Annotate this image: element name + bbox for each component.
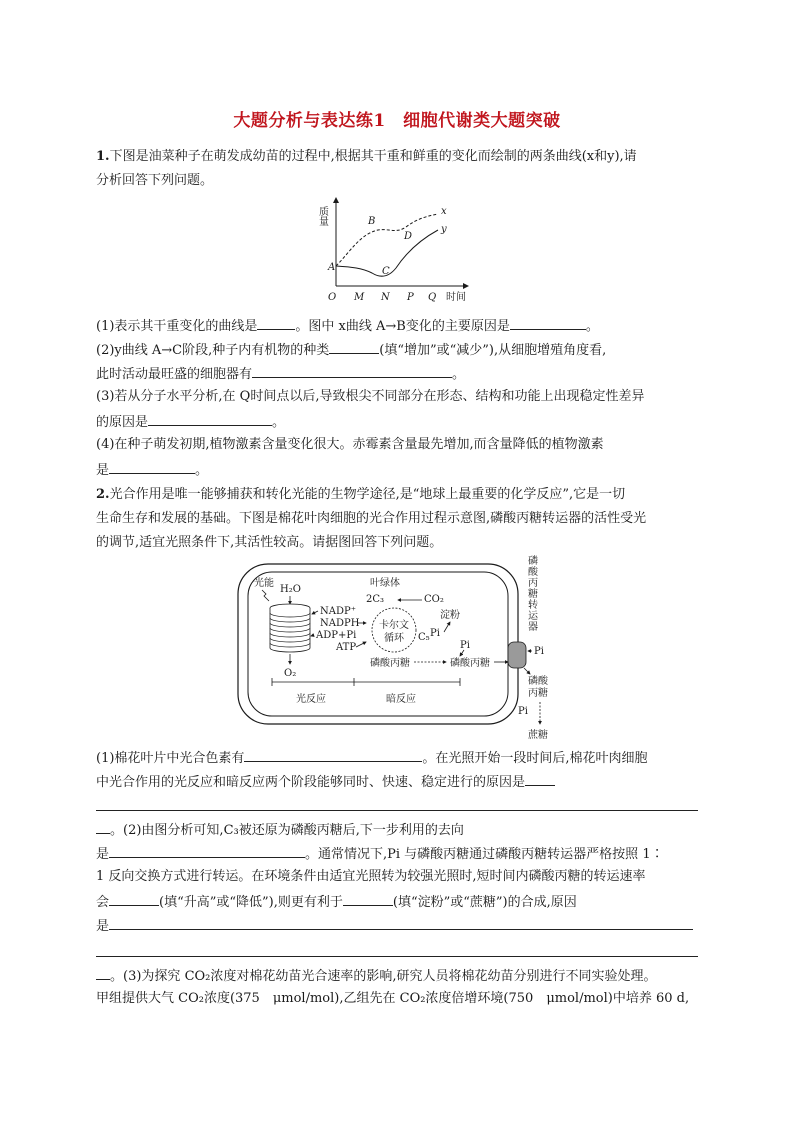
answer-rule[interactable] — [96, 810, 698, 811]
q2-intro-line-2: 生命生存和发展的基础。下图是棉花叶肉细胞的光合作用过程示意图,磷酸丙糖转运器的活性受光 — [96, 511, 647, 526]
answer-blank[interactable] — [343, 892, 393, 906]
outside-triose-label-2: 丙糖 — [528, 688, 548, 699]
adp-label: ADP+Pi — [316, 630, 357, 641]
tick-n: N — [381, 292, 390, 303]
co2-label: CO₂ — [424, 594, 444, 605]
calvin-label-2: 循环 — [384, 633, 404, 644]
q1-intro-line-2: 分析回答下列问题。 — [96, 173, 214, 188]
svg-text:运: 运 — [528, 611, 538, 622]
answer-blank[interactable] — [252, 364, 452, 378]
answer-blank[interactable] — [109, 916, 693, 930]
y-axis-label: 质量 — [316, 206, 328, 226]
q2-part1-cont: 中光合作用的光反应和暗反应两个阶段能够同时、快速、稳定进行的原因是 — [96, 772, 696, 792]
tick-q: Q — [428, 292, 437, 303]
triose-phosphate-label-1: 磷酸丙糖 — [370, 658, 410, 669]
answer-blank[interactable] — [96, 966, 110, 980]
q1-part1: (1)表示其干重变化的曲线是 。图中 x曲线 A→B变化的主要原因是 。 — [96, 316, 696, 336]
page-title: 大题分析与表达练1 细胞代谢类大题突破 — [233, 111, 561, 131]
point-c: C — [382, 266, 390, 277]
q2-part3-line2: 甲组提供大气 CO₂浓度(375 μmol/mol),乙组先在 CO₂浓度倍增环境(750 μmol/mol)中培养 60 d, — [96, 991, 690, 1006]
answer-blank[interactable] — [109, 460, 195, 474]
q1-part4: (4)在种子萌发初期,植物激素含量变化很大。赤霉素含量最先增加,而含量降低的植物激素 — [96, 437, 604, 452]
svg-text:器: 器 — [528, 622, 538, 633]
q2-part2: 。(2)由图分析可知,C₃被还原为磷酸丙糖后,下一步利用的去向 — [96, 820, 696, 840]
tick-m: M — [354, 292, 365, 303]
q1-number: 1. — [96, 149, 110, 164]
answer-blank[interactable] — [148, 412, 272, 426]
triose-phosphate-label-2: 磷酸丙糖 — [450, 658, 490, 669]
answer-blank[interactable] — [510, 316, 586, 330]
answer-blank[interactable] — [244, 748, 422, 762]
tick-p: P — [407, 292, 414, 303]
curve-y-label: y — [441, 224, 447, 235]
q2-intro-line-3: 的调节,适宜光照条件下,其活性较高。请据图回答下列问题。 — [96, 535, 443, 550]
light-zigzag-icon — [262, 590, 269, 601]
svg-text:转: 转 — [528, 600, 538, 611]
point-a: A — [328, 262, 336, 273]
q1-part4-cont: 是 。 — [96, 460, 696, 480]
q1-part3-cont: 的原因是 。 — [96, 412, 696, 432]
q2-part2-line4: 会 (填“升高”或“降低”),则更有利于 (填“淀粉”或“蔗糖”)的合成,原因 — [96, 892, 696, 912]
dark-reaction-label: 暗反应 — [386, 694, 416, 705]
svg-text:糖: 糖 — [528, 589, 538, 600]
q2-intro-line-1: 2.光合作用是唯一能够捕获和转化光能的生物学途径,是“地球上最重要的化学反应”,它是一切 — [96, 487, 626, 502]
q1-part2-cont: 此时活动最旺盛的细胞器有 。 — [96, 364, 696, 384]
chloroplast-label: 叶绿体 — [370, 578, 400, 589]
light-energy-label: 光能 — [254, 578, 274, 589]
pi-label-3: Pi — [534, 646, 544, 657]
answer-blank[interactable] — [109, 844, 305, 858]
transporter-icon — [508, 642, 526, 668]
pi-label-1: Pi — [430, 628, 440, 639]
q1-intro-text-1: 下图是油菜种子在萌发成幼苗的过程中,根据其干重和鲜重的变化而绘制的两条曲线(x和y),请 — [109, 149, 637, 164]
q1-intro-line-1 — [96, 148, 696, 166]
c3-label: 2C₃ — [366, 594, 385, 605]
nadp-label: NADP⁺ — [320, 606, 356, 617]
sucrose-label: 蔗糖 — [528, 730, 548, 741]
outside-triose-label-1: 磷酸 — [528, 676, 548, 687]
point-d: D — [404, 231, 413, 242]
water-label: H₂O — [280, 584, 301, 595]
q1-mass-time-graph — [318, 194, 478, 306]
photosynthesis-diagram — [234, 556, 560, 742]
answer-blank[interactable] — [109, 892, 159, 906]
light-reaction-label: 光反应 — [296, 694, 326, 705]
q2-number: 2. — [96, 487, 110, 502]
answer-blank[interactable] — [257, 316, 295, 330]
atp-label: ATP — [336, 642, 357, 653]
q2-part2-line2: 是 。通常情况下,Pi 与磷酸丙糖通过磷酸丙糖转运器严格按照 1∶ — [96, 844, 696, 864]
q1-part3: (3)若从分子水平分析,在 Q时间点以后,导致根尖不同部分在形态、结构和功能上出现稳定性差异 — [96, 389, 645, 404]
svg-text:酸: 酸 — [528, 567, 538, 578]
origin-label: O — [328, 292, 337, 303]
q2-part1: (1)棉花叶片中光合色素有 。在光照开始一段时间后,棉花叶肉细胞 — [96, 748, 696, 768]
q1-part2: (2)y曲线 A→C阶段,种子内有机物的种类 (填“增加”或“减少”),从细胞增殖角度看, — [96, 340, 696, 360]
answer-blank[interactable] — [96, 820, 110, 834]
starch-label: 淀粉 — [440, 610, 460, 621]
svg-text:磷: 磷 — [528, 556, 538, 567]
svg-text:丙: 丙 — [528, 578, 538, 589]
answer-blank[interactable] — [329, 340, 379, 354]
transporter-label — [528, 554, 539, 633]
q2-part2-line3: 1 反向交换方式进行转运。在环境条件由适宜光照转为较强光照时,短时间内磷酸丙糖的转运速率 — [96, 869, 646, 884]
pi-label-4: Pi — [518, 706, 528, 717]
answer-rule[interactable] — [96, 956, 698, 957]
point-b: B — [368, 216, 376, 227]
nadph-label: NADPH — [320, 618, 360, 629]
curve-x-label: x — [441, 206, 447, 217]
answer-blank[interactable] — [525, 772, 555, 786]
q2-part2-line5: 是 — [96, 916, 696, 936]
thylakoid-stack-icon — [270, 604, 310, 652]
q2-part3: 。(3)为探究 CO₂浓度对棉花幼苗光合速率的影响,研究人员将棉花幼苗分别进行不同实验处理。 — [96, 966, 696, 986]
pi-label-2: Pi — [460, 640, 470, 651]
c5-label: C₅ — [418, 632, 430, 643]
calvin-label-1: 卡尔文 — [379, 620, 409, 631]
x-axis-label: 时间 — [446, 292, 466, 303]
oxygen-label: O₂ — [284, 668, 297, 679]
